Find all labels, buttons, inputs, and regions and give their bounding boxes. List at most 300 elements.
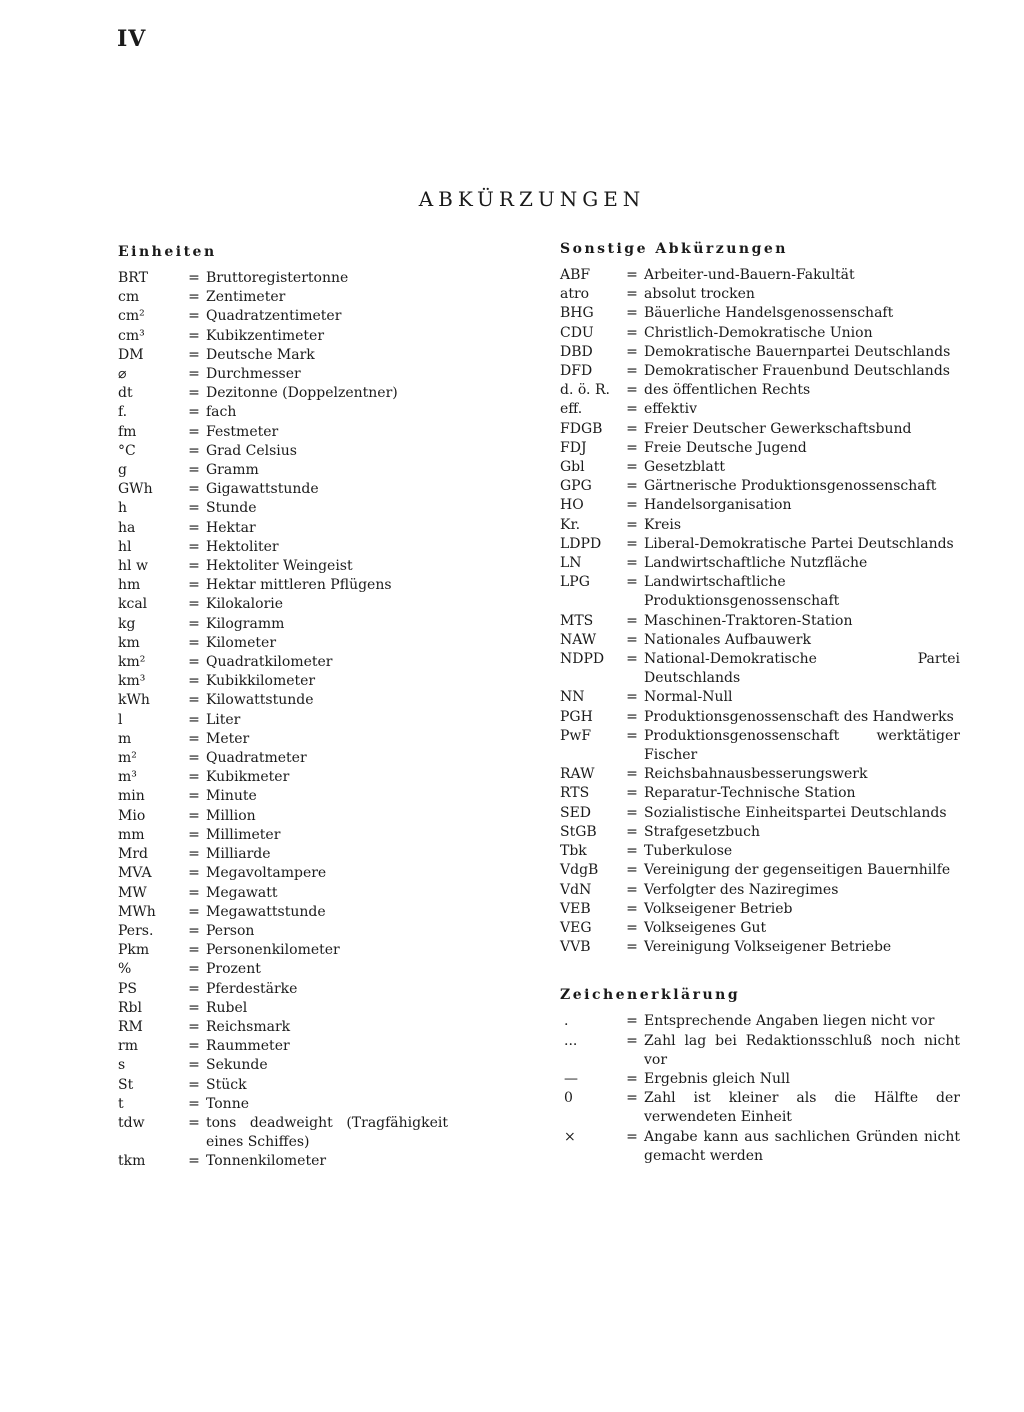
equals-sign: = xyxy=(188,865,200,882)
list-item xyxy=(118,749,448,768)
list-item xyxy=(118,461,448,480)
abbreviation: VVB xyxy=(560,939,591,956)
abbreviation: FDJ xyxy=(560,439,587,456)
equals-sign: = xyxy=(188,1153,200,1170)
equals-sign: = xyxy=(188,922,200,939)
abbreviation: hm xyxy=(118,577,141,594)
definition: Landwirtschaftliche Nutzfläche xyxy=(644,555,868,572)
equals-sign: = xyxy=(626,305,638,322)
column-sonstige xyxy=(560,238,960,1166)
list-item xyxy=(118,922,448,941)
abbreviation: PS xyxy=(118,980,138,997)
equals-sign: = xyxy=(188,308,200,325)
abbreviation: BHG xyxy=(560,305,594,322)
definition: Megawatt xyxy=(206,884,278,901)
abbreviation: × xyxy=(564,1128,576,1145)
list-item xyxy=(560,842,960,861)
definition: Quadratzentimeter xyxy=(206,308,342,325)
abbreviation: MTS xyxy=(560,612,594,629)
list-item xyxy=(560,784,960,803)
list-item xyxy=(118,1037,448,1056)
abbreviation: s xyxy=(118,1057,126,1074)
list-item xyxy=(118,595,448,614)
definition: Quadratmeter xyxy=(206,750,307,767)
equals-sign: = xyxy=(626,1090,638,1107)
definition: Hektoliter Weingeist xyxy=(206,558,353,575)
abbreviation: GPG xyxy=(560,478,592,495)
definition: Gigawattstunde xyxy=(206,481,319,498)
equals-sign: = xyxy=(188,596,200,613)
equals-sign: = xyxy=(188,903,200,920)
list-item xyxy=(560,304,960,323)
abbreviation: . xyxy=(564,1013,569,1030)
definition: Stunde xyxy=(206,500,257,517)
abbreviation: MWh xyxy=(118,903,156,920)
definition: Demokratische Bauernpartei Deutschlands xyxy=(644,343,951,360)
equals-sign: = xyxy=(626,1070,638,1087)
equals-sign: = xyxy=(626,843,638,860)
definition: Hektoliter xyxy=(206,538,279,555)
definition: Kilometer xyxy=(206,634,277,651)
list-item xyxy=(118,576,448,595)
equals-sign: = xyxy=(626,555,638,572)
list-item xyxy=(118,999,448,1018)
list-item xyxy=(118,288,448,307)
abbreviation: FDGB xyxy=(560,420,603,437)
list-item xyxy=(560,285,960,304)
equals-sign: = xyxy=(626,651,638,668)
definition: Gärtnerische Produktionsgenossenschaft xyxy=(644,478,937,495)
abbreviation: GWh xyxy=(118,481,153,498)
definition: absolut trocken xyxy=(644,286,755,303)
definition: Millimeter xyxy=(206,826,281,843)
equals-sign: = xyxy=(626,881,638,898)
equals-sign: = xyxy=(626,631,638,648)
equals-sign: = xyxy=(188,1114,200,1131)
abbreviation: eff. xyxy=(560,401,583,418)
list-item xyxy=(118,980,448,999)
list-item xyxy=(560,554,960,573)
equals-sign: = xyxy=(188,1018,200,1035)
abbreviation: mm xyxy=(118,826,145,843)
definition: Vereinigung Volkseigener Betriebe xyxy=(644,939,892,956)
equals-sign: = xyxy=(188,500,200,517)
definition: Reichsbahnausbesserungswerk xyxy=(644,766,868,783)
abbreviation: MW xyxy=(118,884,147,901)
abbreviation: ha xyxy=(118,519,136,536)
list-item xyxy=(560,1070,960,1089)
abbreviation: ABF xyxy=(560,267,591,283)
definition: Arbeiter-und-Bauern-Fakultät xyxy=(644,267,855,283)
equals-sign: = xyxy=(188,270,200,286)
definition: effektiv xyxy=(644,401,698,418)
abbreviation: NDPD xyxy=(560,651,605,668)
abbreviation: LN xyxy=(560,555,582,572)
list-item xyxy=(560,420,960,439)
definition: tons deadweight (Tragfähigkeit eines Schiffes) xyxy=(206,1114,448,1151)
abbreviation: St xyxy=(118,1076,134,1093)
definition: Produktionsgenossenschaft des Handwerks xyxy=(644,708,954,725)
abbreviation: — xyxy=(564,1070,578,1087)
page-number: IV xyxy=(117,26,147,52)
definition: Gramm xyxy=(206,462,259,479)
equals-sign: = xyxy=(626,823,638,840)
equals-sign: = xyxy=(188,462,200,479)
list-item xyxy=(560,266,960,285)
definition: Zentimeter xyxy=(206,289,286,306)
equals-sign: = xyxy=(626,420,638,437)
abbreviation: f. xyxy=(118,404,128,421)
list-item xyxy=(560,343,960,362)
list-item xyxy=(560,727,960,765)
list-item xyxy=(118,1056,448,1075)
list-item xyxy=(118,269,448,288)
equals-sign: = xyxy=(188,558,200,575)
list-item xyxy=(118,442,448,461)
abbreviation: min xyxy=(118,788,145,805)
abbreviation: kWh xyxy=(118,692,150,709)
list-item xyxy=(560,861,960,880)
equals-sign: = xyxy=(188,366,200,383)
equals-sign: = xyxy=(626,439,638,456)
abbreviation: VEG xyxy=(560,919,592,936)
definition: Volkseigener Betrieb xyxy=(644,900,793,917)
list-item xyxy=(118,346,448,365)
definition: Festmeter xyxy=(206,423,279,440)
abbreviation: LDPD xyxy=(560,535,602,552)
equals-sign: = xyxy=(188,346,200,363)
list-item xyxy=(560,881,960,900)
equals-sign: = xyxy=(188,961,200,978)
list-item xyxy=(560,516,960,535)
list-item xyxy=(560,823,960,842)
definition: Sekunde xyxy=(206,1057,268,1074)
definition: Megavoltampere xyxy=(206,865,327,882)
definition: Hektar mittleren Pflügens xyxy=(206,577,392,594)
abbreviation: Gbl xyxy=(560,459,585,476)
list-item xyxy=(560,612,960,631)
definition: Deutsche Mark xyxy=(206,346,315,363)
equals-sign: = xyxy=(188,442,200,459)
abbreviation: h xyxy=(118,500,128,517)
abbreviation: m xyxy=(118,730,132,747)
list-item xyxy=(560,362,960,381)
definition: Quadratkilometer xyxy=(206,654,333,671)
list-item xyxy=(118,691,448,710)
list-item xyxy=(118,384,448,403)
definition: Handelsorganisation xyxy=(644,497,792,514)
definition: Minute xyxy=(206,788,257,805)
equals-sign: = xyxy=(188,1095,200,1112)
abbreviation: Pers. xyxy=(118,922,154,939)
list-item xyxy=(560,765,960,784)
list-item xyxy=(118,768,448,787)
abbreviation: m³ xyxy=(118,769,137,786)
equals-sign: = xyxy=(626,1013,638,1030)
equals-sign: = xyxy=(188,807,200,824)
list-item xyxy=(560,1089,960,1127)
equals-sign: = xyxy=(626,785,638,802)
list-item xyxy=(118,557,448,576)
section-heading-einheiten: Einheiten xyxy=(118,244,217,260)
definition: Liter xyxy=(206,711,241,728)
abbreviation: tdw xyxy=(118,1114,145,1131)
definition: Landwirtschaftliche Produktionsgenossenschaft xyxy=(644,574,840,610)
abbreviation: cm xyxy=(118,289,140,306)
definition: Zahl ist kleiner als die Hälfte der verwendeten Einheit xyxy=(644,1090,960,1126)
equals-sign: = xyxy=(188,423,200,440)
list-item xyxy=(118,845,448,864)
equals-sign: = xyxy=(626,382,638,399)
list-item xyxy=(560,1128,960,1166)
list-item xyxy=(560,919,960,938)
definition: Milliarde xyxy=(206,846,271,863)
list-item xyxy=(118,1095,448,1114)
definition: Durchmesser xyxy=(206,366,301,383)
abbreviation: DM xyxy=(118,346,144,363)
equals-sign: = xyxy=(188,519,200,536)
abbreviation: ⌀ xyxy=(118,366,127,383)
definition: Kubikkilometer xyxy=(206,673,316,690)
list-item xyxy=(118,653,448,672)
abbreviation: PwF xyxy=(560,727,592,744)
definition: Personenkilometer xyxy=(206,942,340,959)
abbreviation: SED xyxy=(560,804,592,821)
definition: Meter xyxy=(206,730,250,747)
definition: Normal-Null xyxy=(644,689,733,706)
list-item xyxy=(560,573,960,611)
equals-sign: = xyxy=(626,324,638,341)
equals-sign: = xyxy=(188,769,200,786)
abbreviation: CDU xyxy=(560,324,594,341)
equals-sign: = xyxy=(188,942,200,959)
equals-sign: = xyxy=(188,884,200,901)
list-item xyxy=(118,787,448,806)
equals-sign: = xyxy=(188,385,200,402)
definition: des öffentlichen Rechts xyxy=(644,382,811,399)
abbreviation: tkm xyxy=(118,1153,146,1170)
definition: Maschinen-Traktoren-Station xyxy=(644,612,853,629)
definition: Entsprechende Angaben liegen nicht vor xyxy=(644,1013,935,1030)
equals-sign: = xyxy=(188,1057,200,1074)
abbreviation: 0 xyxy=(564,1090,573,1107)
abbreviation: RM xyxy=(118,1018,143,1035)
definition: Kilokalorie xyxy=(206,596,284,613)
list-item xyxy=(118,365,448,384)
section-heading-sonstige: Sonstige Abkürzungen xyxy=(560,241,788,257)
list-item xyxy=(118,423,448,442)
abbreviation: cm³ xyxy=(118,327,145,344)
list-item xyxy=(118,903,448,922)
list-item xyxy=(118,1152,448,1171)
equals-sign: = xyxy=(188,788,200,805)
definition: Kreis xyxy=(644,516,682,533)
list-item xyxy=(560,804,960,823)
list-item xyxy=(118,634,448,653)
definition: Kubikzentimeter xyxy=(206,327,325,344)
abbreviation: cm² xyxy=(118,308,145,325)
abbreviation: hl xyxy=(118,538,132,555)
definition: Tonne xyxy=(206,1095,249,1112)
definition: Stück xyxy=(206,1076,247,1093)
equals-sign: = xyxy=(188,711,200,728)
list-item xyxy=(560,400,960,419)
abbreviation: d. ö. R. xyxy=(560,382,610,399)
list-item xyxy=(118,941,448,960)
abbreviation: km xyxy=(118,634,140,651)
equals-sign: = xyxy=(626,900,638,917)
equals-sign: = xyxy=(188,538,200,555)
list-item xyxy=(118,480,448,499)
abbreviation: DBD xyxy=(560,343,593,360)
list-einheiten xyxy=(118,269,448,1172)
list-item xyxy=(560,1032,960,1070)
abbreviation: HO xyxy=(560,497,584,514)
definition: Freier Deutscher Gewerkschaftsbund xyxy=(644,420,912,437)
abbreviation: NAW xyxy=(560,631,597,648)
section-heading-zeichenerklaerung: Zeichenerklärung xyxy=(560,987,741,1004)
definition: Zahl lag bei Redaktionsschluß noch nicht vor xyxy=(644,1032,960,1068)
equals-sign: = xyxy=(626,497,638,514)
definition: Dezitonne (Doppelzentner) xyxy=(206,385,398,402)
equals-sign: = xyxy=(188,634,200,651)
abbreviation: BRT xyxy=(118,270,148,286)
list-item xyxy=(560,900,960,919)
abbreviation: hl w xyxy=(118,558,148,575)
abbreviation: % xyxy=(118,961,132,978)
equals-sign: = xyxy=(188,999,200,1016)
abbreviation: PGH xyxy=(560,708,593,725)
abbreviation: rm xyxy=(118,1038,138,1055)
abbreviation: kcal xyxy=(118,596,148,613)
definition: Megawattstunde xyxy=(206,903,326,920)
definition: Strafgesetzbuch xyxy=(644,823,760,840)
definition: Prozent xyxy=(206,961,261,978)
equals-sign: = xyxy=(626,862,638,879)
abbreviation: RAW xyxy=(560,766,595,783)
list-item xyxy=(118,307,448,326)
abbreviation: Tbk xyxy=(560,843,587,860)
list-item xyxy=(560,688,960,707)
abbreviation: Mio xyxy=(118,807,146,824)
abbreviation: km² xyxy=(118,654,146,671)
definition: Produktionsgenossenschaft werktätiger Fischer xyxy=(644,727,960,764)
definition: Rubel xyxy=(206,999,248,1016)
abbreviation: Kr. xyxy=(560,516,581,533)
abbreviation: VdN xyxy=(560,881,592,898)
definition: Ergebnis gleich Null xyxy=(644,1070,790,1087)
abbreviation: t xyxy=(118,1095,124,1112)
equals-sign: = xyxy=(626,766,638,783)
definition: Nationales Aufbauwerk xyxy=(644,631,811,648)
definition: Gesetzblatt xyxy=(644,459,725,476)
definition: Volkseigenes Gut xyxy=(644,919,767,936)
equals-sign: = xyxy=(626,535,638,552)
abbreviation: StGB xyxy=(560,823,597,840)
list-item xyxy=(118,1018,448,1037)
abbreviation: fm xyxy=(118,423,137,440)
definition: Christlich-Demokratische Union xyxy=(644,324,873,341)
list-item xyxy=(560,708,960,727)
definition: Kilowattstunde xyxy=(206,692,314,709)
list-item xyxy=(560,650,960,688)
equals-sign: = xyxy=(626,478,638,495)
abbreviation: °C xyxy=(118,442,136,459)
list-item xyxy=(118,1114,448,1152)
abbreviation: l xyxy=(118,711,123,728)
equals-sign: = xyxy=(188,327,200,344)
definition: Reparatur-Technische Station xyxy=(644,785,856,802)
list-item xyxy=(118,884,448,903)
abbreviation: dt xyxy=(118,385,133,402)
definition: Freie Deutsche Jugend xyxy=(644,439,807,456)
list-item xyxy=(560,938,960,957)
equals-sign: = xyxy=(188,730,200,747)
list-item xyxy=(118,807,448,826)
definition: Person xyxy=(206,922,255,939)
list-item xyxy=(560,631,960,650)
equals-sign: = xyxy=(188,289,200,306)
list-item xyxy=(560,496,960,515)
equals-sign: = xyxy=(188,673,200,690)
abbreviation: NN xyxy=(560,689,585,706)
equals-sign: = xyxy=(188,692,200,709)
definition: fach xyxy=(206,404,237,421)
equals-sign: = xyxy=(626,919,638,936)
definition: Reichsmark xyxy=(206,1018,291,1035)
equals-sign: = xyxy=(188,980,200,997)
abbreviation: atro xyxy=(560,286,590,303)
abbreviation: g xyxy=(118,462,127,479)
definition: Vereinigung der gegenseitigen Bauernhilfe xyxy=(644,862,951,879)
equals-sign: = xyxy=(188,404,200,421)
equals-sign: = xyxy=(188,654,200,671)
equals-sign: = xyxy=(188,846,200,863)
equals-sign: = xyxy=(188,1076,200,1093)
list-item xyxy=(560,535,960,554)
abbreviation: ... xyxy=(564,1032,578,1049)
list-item xyxy=(118,519,448,538)
equals-sign: = xyxy=(626,1032,638,1049)
list-item xyxy=(118,1076,448,1095)
equals-sign: = xyxy=(626,1128,638,1145)
equals-sign: = xyxy=(626,708,638,725)
equals-sign: = xyxy=(626,689,638,706)
column-einheiten xyxy=(118,241,448,1172)
list-item xyxy=(118,403,448,422)
definition: Raummeter xyxy=(206,1038,290,1055)
abbreviation: kg xyxy=(118,615,136,632)
definition: Pferdestärke xyxy=(206,980,298,997)
list-item xyxy=(560,439,960,458)
equals-sign: = xyxy=(626,612,638,629)
abbreviation: LPG xyxy=(560,574,590,591)
abbreviation: Pkm xyxy=(118,942,150,959)
equals-sign: = xyxy=(626,804,638,821)
list-item xyxy=(118,826,448,845)
equals-sign: = xyxy=(188,1038,200,1055)
definition: Tonnenkilometer xyxy=(206,1153,327,1170)
definition: Hektar xyxy=(206,519,256,536)
equals-sign: = xyxy=(626,516,638,533)
abbreviation: MVA xyxy=(118,865,152,882)
definition: Kilogramm xyxy=(206,615,285,632)
definition: Sozialistische Einheitspartei Deutschlands xyxy=(644,804,947,821)
equals-sign: = xyxy=(188,481,200,498)
equals-sign: = xyxy=(626,459,638,476)
list-item xyxy=(118,864,448,883)
legend-block xyxy=(560,984,960,1166)
